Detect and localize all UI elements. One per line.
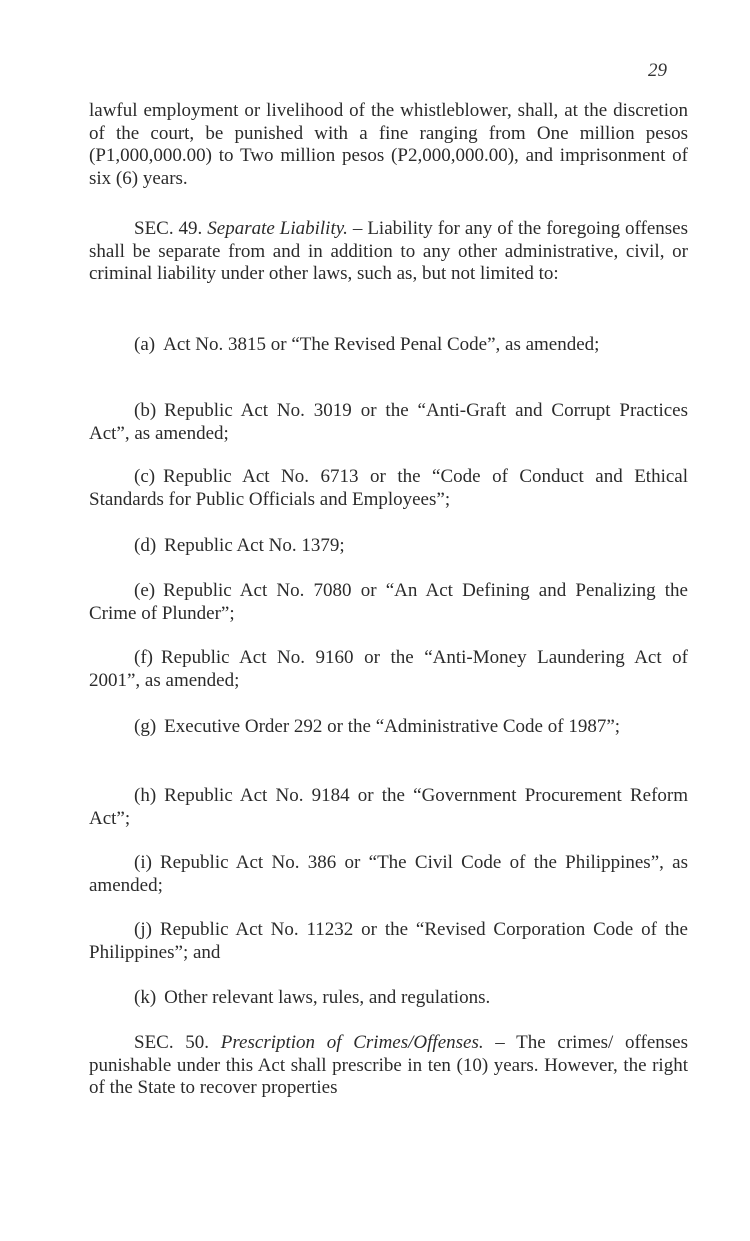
section-50 — [89, 1032, 688, 1100]
list-item-label: (k) — [134, 987, 157, 1008]
list-item-label: (a) — [134, 334, 156, 355]
list-item-text: Republic Act No. 11232 or the “Revised Corporation Code of the Philippines”; and — [89, 919, 688, 963]
list-item-b — [89, 400, 688, 445]
list-item-f — [89, 647, 688, 692]
paragraph-intro: lawful employment or livelihood of the whistleblower, shall, at the discretion of the court, be punished with a fine ranging from One million pesos (P1,000,000.00) to Two million pesos (P2,000,000.00), and imprisonment of six (6) years. — [89, 100, 688, 189]
section-50-title: Prescription of Crimes/Offenses. — [220, 1032, 484, 1053]
list-item-label: (j) — [134, 919, 152, 940]
list-item-i — [89, 852, 688, 897]
list-item-label: (d) — [134, 535, 157, 556]
list-item-c — [89, 466, 688, 511]
list-item-label: (f) — [134, 647, 153, 668]
list-item-k — [89, 987, 688, 1010]
list-item-a — [89, 334, 688, 357]
list-item-label: (b) — [134, 400, 157, 421]
list-item-label: (i) — [134, 852, 152, 873]
list-item-g — [89, 716, 688, 739]
list-item-label: (g) — [134, 716, 157, 737]
list-item-text: Other relevant laws, rules, and regulations. — [164, 987, 491, 1008]
list-item-text: Act No. 3815 or “The Revised Penal Code”, as amended; — [163, 334, 600, 355]
list-item-text: Republic Act No. 9160 or the “Anti-Money Laundering Act of 2001”, as amended; — [89, 647, 688, 691]
list-item-text: Republic Act No. 6713 or the “Code of Conduct and Ethical Standards for Public Officials and Employees”; — [89, 466, 688, 510]
section-49-body: – Liability for any of the foregoing offenses shall be separate from and in addition to any other administrative, civil, or criminal liability under other laws, such as, but not limited to: — [89, 218, 688, 284]
list-item-text: Republic Act No. 7080 or “An Act Defining and Penalizing the Crime of Plunder”; — [89, 580, 688, 624]
list-item-label: (c) — [134, 466, 156, 487]
list-item-h — [89, 785, 688, 830]
list-item-text: Republic Act No. 3019 or the “Anti-Graft and Corrupt Practices Act”, as amended; — [89, 400, 688, 444]
list-item-text: Republic Act No. 9184 or the “Government Procurement Reform Act”; — [89, 785, 688, 829]
section-49 — [89, 218, 688, 286]
section-49-title: Separate Liability. — [207, 218, 348, 239]
list-item-text: Republic Act No. 386 or “The Civil Code of the Philippines”, as amended; — [89, 852, 688, 896]
list-item-label: (h) — [134, 785, 157, 806]
list-item-text: Republic Act No. 1379; — [164, 535, 345, 556]
section-49-number: SEC. 49. — [134, 218, 203, 239]
list-item-label: (e) — [134, 580, 156, 601]
list-item-text: Executive Order 292 or the “Administrative Code of 1987”; — [164, 716, 621, 737]
page-number: 29 — [648, 60, 667, 81]
list-item-e — [89, 580, 688, 625]
list-item-d — [89, 535, 688, 558]
section-50-number: SEC. 50. — [134, 1032, 210, 1053]
list-item-j — [89, 919, 688, 964]
section-50-body: – The crimes/ offenses punishable under this Act shall prescribe in ten (10) years. However, the right of the State to recover properties — [89, 1032, 688, 1098]
